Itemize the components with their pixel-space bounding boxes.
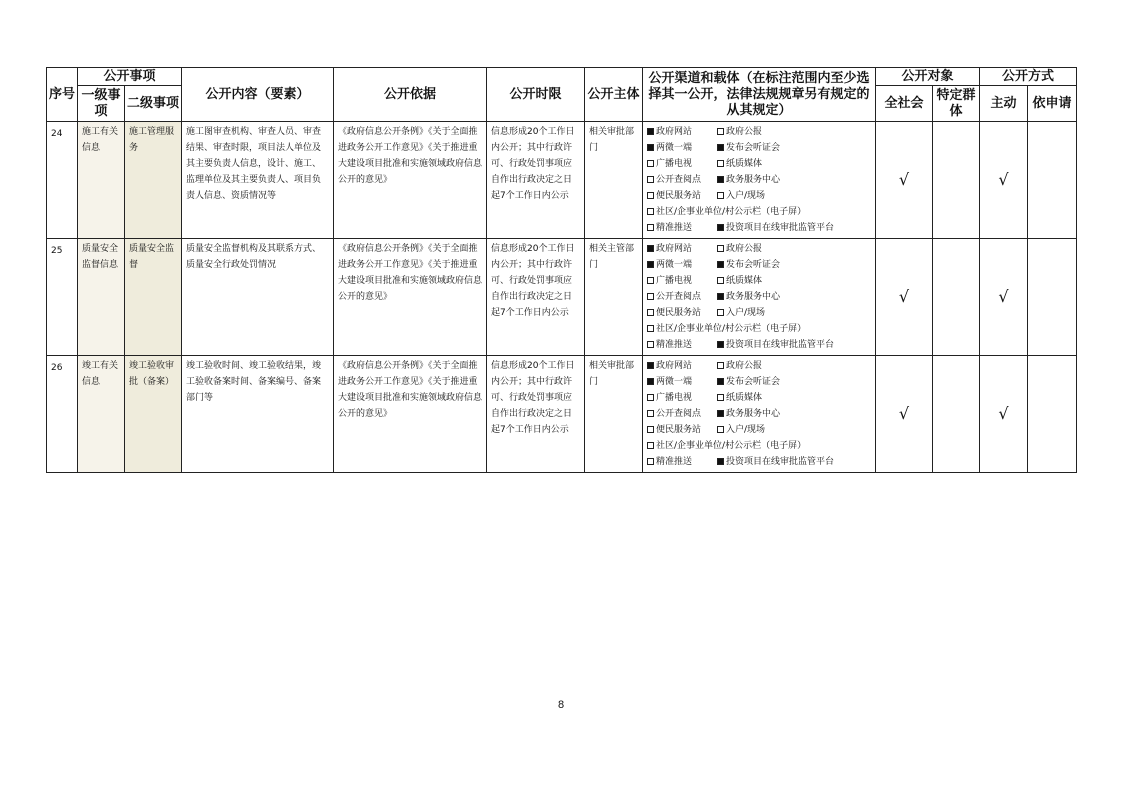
check-mark-icon: √: [898, 287, 910, 306]
channel-line: [647, 406, 871, 422]
channel-option: [717, 257, 780, 273]
unchecked-box-icon: [647, 277, 654, 284]
unchecked-box-icon: [647, 341, 654, 348]
channel-label: 发布会听证会: [726, 377, 781, 387]
level1-item: 施工有关信息: [78, 122, 125, 239]
header-target-group: 公开对象: [876, 68, 980, 86]
unchecked-box-icon: [717, 160, 724, 167]
channel-label: 投资项目在线审批监管平台: [726, 457, 835, 467]
channel-line: [647, 241, 871, 257]
channel-label: 入户/现场: [726, 308, 766, 318]
channel-label: 政府网站: [656, 361, 693, 371]
unchecked-box-icon: [647, 394, 654, 401]
channel-label: 政务服务中心: [726, 409, 781, 419]
checked-box-icon: [647, 128, 654, 135]
channel-label: 政务服务中心: [726, 175, 781, 185]
channel-label: 两微一端: [656, 260, 693, 270]
disclosure-table: [46, 67, 1077, 473]
channel-option: [717, 390, 762, 406]
unchecked-box-icon: [717, 394, 724, 401]
unchecked-box-icon: [647, 192, 654, 199]
mode-request-check: [1028, 239, 1077, 356]
channel-option: [717, 156, 762, 172]
channel-option: [717, 220, 834, 236]
header-basis: 公开依据: [334, 68, 487, 122]
channel-option: [647, 337, 717, 353]
disclosure-basis: 《政府信息公开条例》《关于全面推进政务公开工作意见》《关于推进重大建设项目批准和实施领域政府信息公开的意见》: [334, 356, 487, 473]
channel-line: [647, 220, 871, 236]
header-content: 公开内容（要素）: [182, 68, 334, 122]
target-all-check: [876, 239, 933, 356]
channel-option: [647, 257, 717, 273]
mode-request-check: [1028, 122, 1077, 239]
channel-option: [647, 390, 717, 406]
checked-box-icon: [647, 144, 654, 151]
channel-option: [647, 156, 717, 172]
channel-line: [647, 321, 871, 337]
target-specific-check: [933, 356, 980, 473]
header-item-group: 公开事项: [78, 68, 182, 86]
mode-request-check: [1028, 356, 1077, 473]
unchecked-box-icon: [647, 176, 654, 183]
channel-option: [647, 454, 717, 470]
header-target-specific: 特定群体: [933, 86, 980, 122]
checked-box-icon: [717, 341, 724, 348]
channel-label: 社区/企事业单位/村公示栏（电子屏）: [656, 441, 807, 451]
channel-label: 发布会听证会: [726, 143, 781, 153]
disclosure-subject: 相关审批部门: [585, 356, 643, 473]
target-all-check: [876, 356, 933, 473]
channel-option: [647, 241, 717, 257]
checked-box-icon: [717, 224, 724, 231]
channel-line: [647, 358, 871, 374]
channel-list: [643, 239, 876, 356]
channel-label: 纸质媒体: [726, 393, 763, 403]
level1-item: 竣工有关信息: [78, 356, 125, 473]
channel-label: 公开查阅点: [656, 409, 702, 419]
row-number: 24: [47, 122, 78, 239]
channel-label: 政务服务中心: [726, 292, 781, 302]
channel-line: [647, 204, 871, 220]
unchecked-box-icon: [647, 442, 654, 449]
channel-option: [717, 406, 780, 422]
unchecked-box-icon: [647, 160, 654, 167]
channel-label: 两微一端: [656, 377, 693, 387]
unchecked-box-icon: [717, 277, 724, 284]
disclosure-basis: 《政府信息公开条例》《关于全面推进政务公开工作意见》《关于推进重大建设项目批准和实施领域政府信息公开的意见》: [334, 239, 487, 356]
level1-item: 质量安全监督信息: [78, 239, 125, 356]
checked-box-icon: [717, 293, 724, 300]
unchecked-box-icon: [717, 309, 724, 316]
channel-option: [717, 140, 780, 156]
channel-option: [647, 124, 717, 140]
channel-line: [647, 454, 871, 470]
channel-line: [647, 172, 871, 188]
disclosure-timelimit: 信息形成20个工作日内公开；其中行政许可、行政处罚事项应自作出行政决定之日起7个工作日内公示: [487, 239, 585, 356]
channel-option: [647, 289, 717, 305]
channel-option: [717, 374, 780, 390]
channel-option: [647, 358, 717, 374]
channel-label: 精准推送: [656, 340, 693, 350]
mode-active-check: [980, 356, 1028, 473]
unchecked-box-icon: [647, 309, 654, 316]
channel-line: [647, 273, 871, 289]
checked-box-icon: [647, 362, 654, 369]
channel-option: [647, 406, 717, 422]
channel-line: [647, 257, 871, 273]
unchecked-box-icon: [647, 410, 654, 417]
channel-label: 公开查阅点: [656, 175, 702, 185]
disclosure-content: 质量安全监督机构及其联系方式、质量安全行政处罚情况: [182, 239, 334, 356]
header-subject: 公开主体: [585, 68, 643, 122]
channel-option: [647, 305, 717, 321]
channel-line: [647, 305, 871, 321]
unchecked-box-icon: [647, 458, 654, 465]
channel-label: 政府公报: [726, 127, 763, 137]
channel-label: 社区/企事业单位/村公示栏（电子屏）: [656, 324, 807, 334]
channel-option: [717, 289, 780, 305]
channel-line: [647, 438, 871, 454]
channel-option: [717, 358, 762, 374]
checked-box-icon: [717, 378, 724, 385]
table-row: [47, 239, 1077, 356]
channel-option: [647, 374, 717, 390]
level2-item: 竣工验收审批（备案）: [125, 356, 182, 473]
channel-option: [717, 241, 762, 257]
channel-label: 投资项目在线审批监管平台: [726, 340, 835, 350]
channel-line: [647, 390, 871, 406]
channel-line: [647, 374, 871, 390]
check-mark-icon: √: [998, 404, 1009, 423]
channel-label: 入户/现场: [726, 425, 766, 435]
row-number: 25: [47, 239, 78, 356]
channel-label: 政府网站: [656, 244, 693, 254]
check-mark-icon: √: [898, 170, 910, 189]
channel-option: [717, 273, 762, 289]
channel-label: 政府公报: [726, 244, 763, 254]
level2-item: 质量安全监督: [125, 239, 182, 356]
channel-option: [717, 337, 834, 353]
channel-label: 两微一端: [656, 143, 693, 153]
unchecked-box-icon: [717, 192, 724, 199]
channel-label: 社区/企事业单位/村公示栏（电子屏）: [656, 207, 807, 217]
unchecked-box-icon: [647, 293, 654, 300]
unchecked-box-icon: [717, 362, 724, 369]
channel-line: [647, 337, 871, 353]
channel-option: [647, 273, 717, 289]
channel-list: [643, 122, 876, 239]
check-mark-icon: √: [898, 404, 910, 423]
channel-label: 便民服务站: [656, 308, 702, 318]
unchecked-box-icon: [717, 245, 724, 252]
channel-option: [717, 188, 765, 204]
channel-label: 政府网站: [656, 127, 693, 137]
channel-line: [647, 422, 871, 438]
channel-label: 广播电视: [656, 159, 693, 169]
checked-box-icon: [717, 458, 724, 465]
header-seq: 序号: [47, 68, 78, 122]
checked-box-icon: [717, 176, 724, 183]
unchecked-box-icon: [717, 128, 724, 135]
header-target-all: 全社会: [876, 86, 933, 122]
channel-label: 发布会听证会: [726, 260, 781, 270]
channel-option: [647, 220, 717, 236]
channel-option: [647, 204, 806, 220]
disclosure-timelimit: 信息形成20个工作日内公开；其中行政许可、行政处罚事项应自作出行政决定之日起7个工作日内公示: [487, 122, 585, 239]
row-number: 26: [47, 356, 78, 473]
checked-box-icon: [647, 261, 654, 268]
header-mode-group: 公开方式: [980, 68, 1077, 86]
disclosure-basis: 《政府信息公开条例》《关于全面推进政务公开工作意见》《关于推进重大建设项目批准和实施领域政府信息公开的意见》: [334, 122, 487, 239]
channel-label: 精准推送: [656, 223, 693, 233]
checked-box-icon: [717, 144, 724, 151]
channel-line: [647, 140, 871, 156]
channel-option: [647, 422, 717, 438]
disclosure-content: 竣工验收时间、竣工验收结果，竣工验收备案时间、备案编号、备案部门等: [182, 356, 334, 473]
target-specific-check: [933, 122, 980, 239]
unchecked-box-icon: [647, 426, 654, 433]
level2-item: 施工管理服务: [125, 122, 182, 239]
target-specific-check: [933, 239, 980, 356]
channel-option: [647, 188, 717, 204]
checked-box-icon: [717, 261, 724, 268]
channel-line: [647, 124, 871, 140]
channel-option: [647, 321, 806, 337]
page-number: 8: [557, 699, 565, 711]
header-level1: 一级事项: [78, 86, 125, 122]
checked-box-icon: [647, 378, 654, 385]
channel-label: 入户/现场: [726, 191, 766, 201]
channel-line: [647, 188, 871, 204]
disclosure-subject: 相关审批部门: [585, 122, 643, 239]
check-mark-icon: √: [998, 170, 1009, 189]
channel-label: 广播电视: [656, 393, 693, 403]
channel-line: [647, 289, 871, 305]
header-level2: 二级事项: [125, 86, 182, 122]
disclosure-subject: 相关主管部门: [585, 239, 643, 356]
unchecked-box-icon: [717, 426, 724, 433]
channel-label: 便民服务站: [656, 425, 702, 435]
check-mark-icon: √: [998, 287, 1009, 306]
channel-option: [647, 140, 717, 156]
channel-list: [643, 356, 876, 473]
channel-label: 政府公报: [726, 361, 763, 371]
checked-box-icon: [717, 410, 724, 417]
channel-label: 公开查阅点: [656, 292, 702, 302]
table-row: [47, 122, 1077, 239]
channel-option: [647, 438, 806, 454]
channel-option: [717, 124, 762, 140]
checked-box-icon: [647, 245, 654, 252]
header-channel: 公开渠道和载体（在标注范围内至少选择其一公开，法律法规规章另有规定的从其规定）: [643, 68, 876, 122]
channel-label: 纸质媒体: [726, 276, 763, 286]
channel-label: 投资项目在线审批监管平台: [726, 223, 835, 233]
channel-option: [717, 172, 780, 188]
mode-active-check: [980, 239, 1028, 356]
unchecked-box-icon: [647, 224, 654, 231]
mode-active-check: [980, 122, 1028, 239]
unchecked-box-icon: [647, 325, 654, 332]
header-mode-request: 依申请: [1028, 86, 1077, 122]
target-all-check: [876, 122, 933, 239]
channel-option: [717, 454, 834, 470]
header-mode-active: 主动: [980, 86, 1028, 122]
channel-option: [647, 172, 717, 188]
channel-line: [647, 156, 871, 172]
channel-label: 纸质媒体: [726, 159, 763, 169]
channel-label: 便民服务站: [656, 191, 702, 201]
disclosure-content: 施工图审查机构、审查人员、审查结果、审查时限，项目法人单位及其主要负责人信息，设计、施工、监理单位及其主要负责人、项目负责人信息、资质情况等: [182, 122, 334, 239]
channel-option: [717, 305, 765, 321]
unchecked-box-icon: [647, 208, 654, 215]
channel-label: 精准推送: [656, 457, 693, 467]
disclosure-timelimit: 信息形成20个工作日内公开；其中行政许可、行政处罚事项应自作出行政决定之日起7个工作日内公示: [487, 356, 585, 473]
header-timelimit: 公开时限: [487, 68, 585, 122]
channel-option: [717, 422, 765, 438]
channel-label: 广播电视: [656, 276, 693, 286]
table-row: [47, 356, 1077, 473]
